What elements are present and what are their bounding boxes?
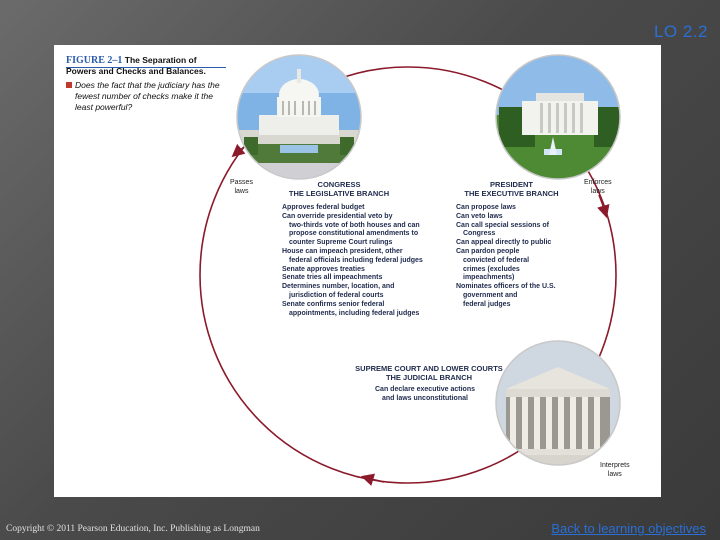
back-to-objectives-link[interactable]: Back to learning objectives (551, 521, 706, 536)
interprets-laws-label: Interprets laws (600, 462, 630, 478)
president-power-item: Can propose laws (456, 204, 516, 211)
enforces-laws-label: Enforces laws (584, 179, 612, 195)
figure-caption (66, 55, 226, 113)
figure-number: FIGURE 2–1 (66, 55, 123, 66)
congress-power-item: Approves federal budget (282, 204, 365, 211)
separation-of-powers-figure (54, 45, 661, 497)
congress-heading: CONGRESS THE LEGISLATIVE BRANCH (288, 180, 390, 198)
president-power-item: Can appeal directly to public (456, 239, 552, 247)
courts-heading: SUPREME COURT AND LOWER COURTS THE JUDICIAL BRANCH (355, 364, 503, 382)
congress-power-item: House can impeach president, other federal officials including federal judges (282, 247, 423, 264)
capitol-photo (234, 53, 364, 183)
figure-question: Does the fact that the judiciary has the fewest number of checks make it the least powerful? (66, 80, 226, 113)
cycle-arrow-right (599, 195, 606, 215)
passes-laws-label: Passes laws (230, 179, 253, 195)
figure-title-line2: Powers and Checks and Balances. (66, 66, 206, 76)
figure-title-line1: The Separation of (124, 55, 197, 65)
president-power-item: Can veto laws (456, 212, 503, 220)
white-house-photo (494, 53, 624, 183)
president-power-item: Can pardon people convicted of federal crimes (excludes impeachments) (456, 247, 530, 282)
president-heading: PRESIDENT THE EXECUTIVE BRANCH (464, 180, 559, 198)
copyright-notice: Copyright © 2011 Pearson Education, Inc. Publishing as Longman (6, 524, 260, 534)
courts-power-item: Can declare executive actions and laws unconstitutional (375, 386, 475, 402)
congress-power-item: Determines number, location, and jurisdiction of federal courts (282, 283, 395, 299)
president-power-item: Nominates officers of the U.S. government and federal judges (456, 283, 556, 308)
supreme-court-photo (494, 339, 624, 469)
learning-objective-label: LO 2.2 (653, 22, 708, 41)
congress-powers-list (282, 204, 452, 318)
congress-power-item: Senate approves treaties (282, 265, 365, 273)
congress-power-item: Can override presidential veto by two-thirds vote of both houses and can propose constitutional amendments to counter Supreme Court rulings (282, 212, 420, 247)
congress-power-item: Senate tries all impeachments (282, 274, 383, 282)
president-power-item: Can call special sessions of Congress (456, 221, 549, 238)
courts-powers-list (375, 386, 505, 404)
president-powers-list (456, 204, 581, 310)
congress-power-item: Senate confirms senior federal appointments, including federal judges (282, 300, 420, 317)
